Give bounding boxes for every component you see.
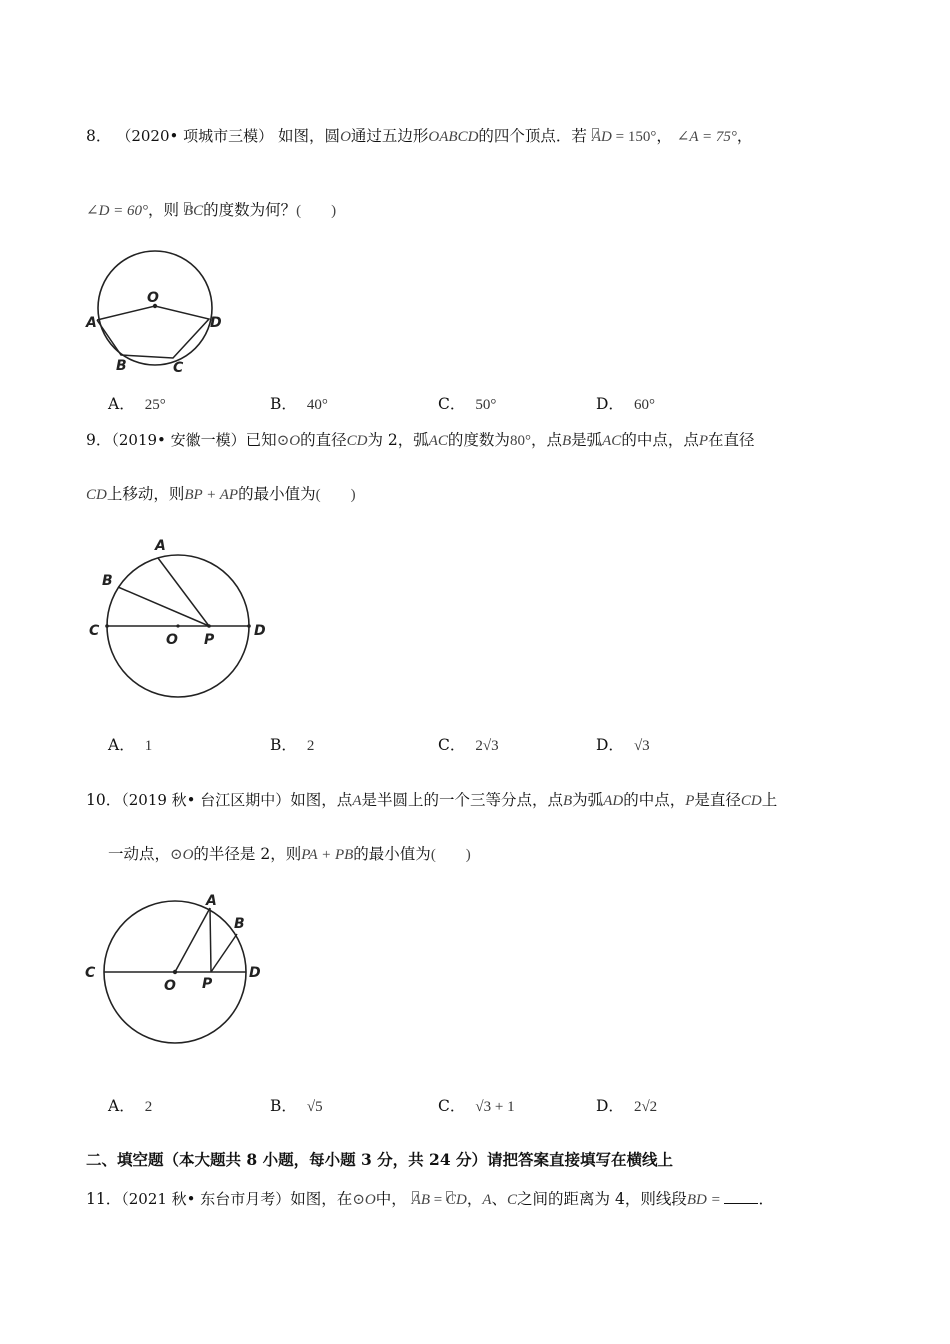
q8-option-a[interactable]: A． 25° — [108, 395, 166, 413]
q10-segment-AP — [210, 908, 211, 972]
math-arc-CD: CD — [445, 1192, 467, 1208]
math-OABCD: OABCD — [428, 129, 479, 145]
q9-option-c[interactable]: C． 2√3 — [438, 736, 499, 754]
q8-label-B: B — [116, 358, 127, 374]
q8-source: （2020• 项城市三模） — [116, 127, 274, 145]
answer-blank[interactable] — [724, 1189, 758, 1204]
math-BD: BD = — [686, 1192, 725, 1208]
q10-segment-PB — [211, 934, 237, 972]
q10-segment-OA — [175, 908, 210, 972]
q8-label-A: A — [86, 315, 97, 331]
q8-number: 8． — [86, 127, 112, 145]
math-PA-PB: PA + PB — [301, 847, 354, 863]
q8-label-C: C — [173, 360, 184, 376]
math-angle-A: ∠A = 75° — [676, 129, 737, 145]
q9-label-B: B — [102, 573, 113, 589]
q9-figure — [80, 530, 280, 710]
math-BP-AP: BP + AP — [184, 487, 239, 503]
q10-number: 10． — [86, 791, 122, 809]
q9-label-D: D — [254, 623, 266, 639]
q8-line1: 8． （2020• 项城市三模） 如图，圆O通过五边形OABCD的四个顶点．若 AD = 150°， ∠A = 75°， — [86, 127, 753, 145]
q8-option-b[interactable]: B． 40° — [270, 395, 328, 413]
q9-label-O: O — [166, 632, 178, 648]
q10-label-D: D — [249, 965, 261, 981]
math-arc-BC: BC — [183, 203, 204, 219]
q10-line1: 10．（2019 秋• 台江区期中）如图，点A是半圆上的一个三等分点，点B为弧AD的中点，P是直径CD上 — [86, 791, 778, 809]
q9-line2: CD上移动，则BP + AP的最小值为( ) — [86, 485, 356, 503]
q11-source: （2021 秋• 东台市月考） — [121, 1190, 291, 1208]
answer-paren: ( ) — [296, 203, 337, 219]
answer-paren: ( ) — [315, 487, 356, 503]
q9-number: 9． — [86, 431, 112, 449]
math-O: O — [340, 129, 351, 145]
q8-option-c[interactable]: C． 50° — [438, 395, 497, 413]
q11-number: 11． — [86, 1190, 122, 1208]
q8-line2: ∠D = 60°，则 BC的度数为何？( ) — [86, 201, 337, 219]
q10-option-a[interactable]: A． 2 — [108, 1097, 153, 1115]
q8-label-D: D — [210, 315, 222, 331]
math-angle-D: ∠D = 60° — [86, 203, 149, 219]
q9-option-a[interactable]: A． 1 — [108, 736, 153, 754]
q9-option-b[interactable]: B． 2 — [270, 736, 315, 754]
q8-figure — [80, 245, 230, 377]
math-arc-AD: AD — [591, 129, 612, 145]
q9-label-A: A — [155, 538, 166, 554]
q8-option-d[interactable]: D． 60° — [596, 395, 655, 413]
q10-source: （2019 秋• 台江区期中） — [121, 791, 291, 809]
q10-label-P: P — [202, 976, 213, 992]
q9-label-C: C — [89, 623, 100, 639]
q10-label-A: A — [206, 893, 217, 909]
q9-label-P: P — [204, 632, 215, 648]
q10-label-O: O — [164, 978, 176, 994]
answer-paren: ( ) — [430, 847, 471, 863]
q9-option-d[interactable]: D． √3 — [596, 736, 650, 754]
q10-option-d[interactable]: D． 2√2 — [596, 1097, 658, 1115]
q8-label-O: O — [147, 290, 159, 306]
q10-figure — [78, 885, 278, 1060]
section-title: 二、填空题（本大题共 8 小题，每小题 3 分，共 24 分）请把答案直接填写在横线上 — [86, 1150, 674, 1169]
q11-line1: 11．（2021 秋• 东台市月考）如图，在⊙O中， AB = CD，A、C之间的距离为 4，则线段BD = ． — [86, 1190, 774, 1208]
q9-line1: 9．（2019• 安徽一模）已知⊙O的直径CD为 2，弧AC的度数为80°，点B是弧AC的中点，点P在直径 — [86, 431, 755, 449]
q10-option-b[interactable]: B． √5 — [270, 1097, 323, 1115]
q10-option-c[interactable]: C． √3 + 1 — [438, 1097, 515, 1115]
q10-label-B: B — [234, 916, 245, 932]
q9-segment-BP — [118, 587, 209, 626]
q10-label-C: C — [85, 965, 96, 981]
q10-line2: 一动点，⊙O的半径是 2，则PA + PB的最小值为( ) — [108, 845, 471, 863]
math-arc-AB: AB — [411, 1192, 430, 1208]
q9-source: （2019• 安徽一模） — [111, 431, 246, 449]
